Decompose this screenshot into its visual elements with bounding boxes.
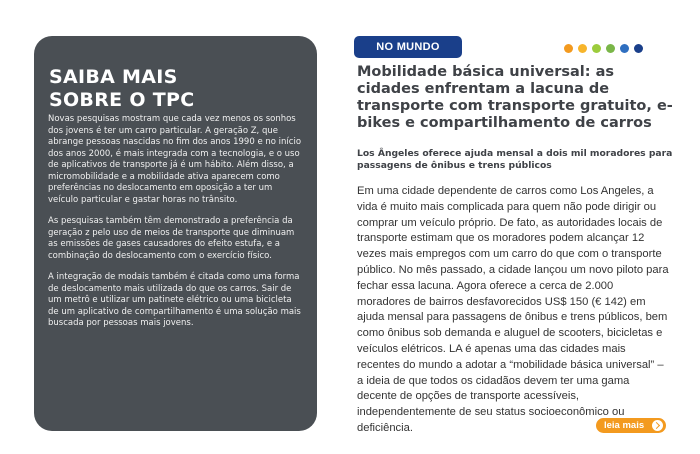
article-subhead: Los Ângeles oferece ajuda mensal a dois mil moradores para passagens de ônibus e trens públicos (357, 148, 673, 171)
info-card (34, 36, 317, 431)
dot (620, 44, 629, 53)
dot (592, 44, 601, 53)
dot (578, 44, 587, 53)
dot (606, 44, 615, 53)
info-card-title-line2: SOBRE O TPC (49, 89, 195, 111)
read-more-button[interactable] (596, 418, 666, 433)
dot (634, 44, 643, 53)
info-card-title (49, 66, 303, 112)
article-body: Em uma cidade dependente de carros como Los Angeles, a vida é muito mais complicada para quem não pode dirigir ou comprar um veículo próprio. De fato, as autoridades locais de transporte estimam que os moradores podem alcançar 12 vezes mais empregos com um carro do que com o transporte público. No mês passado, a cidade lançou um novo piloto para fechar essa lacuna. Agora oferece a cerca de 2.000 moradores de bairros desfavorecidos US$ 150 (€ 142) em ajuda mensal para passagens de ônibus e trens públicos, bem como ônibus sob demanda e aluguel de scooters, bicicletas e veículos elétricos. LA é apenas uma das cidades mais recentes do mundo a adotar a “mobilidade básica universal” – a ideia de que todos os cidadãos devem ter uma gama decente de opções de transporte acessíveis, independentemente de seu status socioeconômico ou deficiência. (357, 185, 669, 434)
info-paragraph: As pesquisas também têm demonstrado a preferência da geração z pelo uso de meios de transporte que diminuam as emissões de gases causadores do efeito estufa, e a combinação do deslocamento com o exercício físico. (48, 216, 295, 261)
chevron-right-icon (652, 420, 663, 431)
info-card-title-line1: SAIBA MAIS (49, 66, 178, 88)
info-paragraph: A integração de modais também é citada como uma forma de deslocamento mais utilizada do que os carros. Sair de um metrô e utilizar um patinete elétrico ou uma bicicleta de um aplicativo de compartilhamento é uma solução mais buscada por pessoas mais jovens. (48, 272, 301, 328)
article-headline: Mobilidade básica universal: as cidades enfrentam a lacuna de transporte com transporte gratuito, e-bikes e compartilhamento de carros (357, 64, 673, 131)
decorative-dots (564, 44, 643, 53)
info-paragraph: Novas pesquisas mostram que cada vez menos os sonhos dos jovens é ter um carro particular. A geração Z, que abrange pessoas nascidas no fim dos anos 1990 e no início dos anos 2000, é mais integrada com a tecnologia, e o uso de aplicativos de transporte já é um hábito. Além disso, a micromobilidade e a mobilidade ativa aparecem como preferências no deslocamento em oposição a ter um veículo particular e gastar horas no trânsito. (48, 114, 302, 205)
section-badge: NO MUNDO (354, 36, 462, 58)
read-more-label: leia mais (604, 420, 645, 431)
dot (564, 44, 573, 53)
